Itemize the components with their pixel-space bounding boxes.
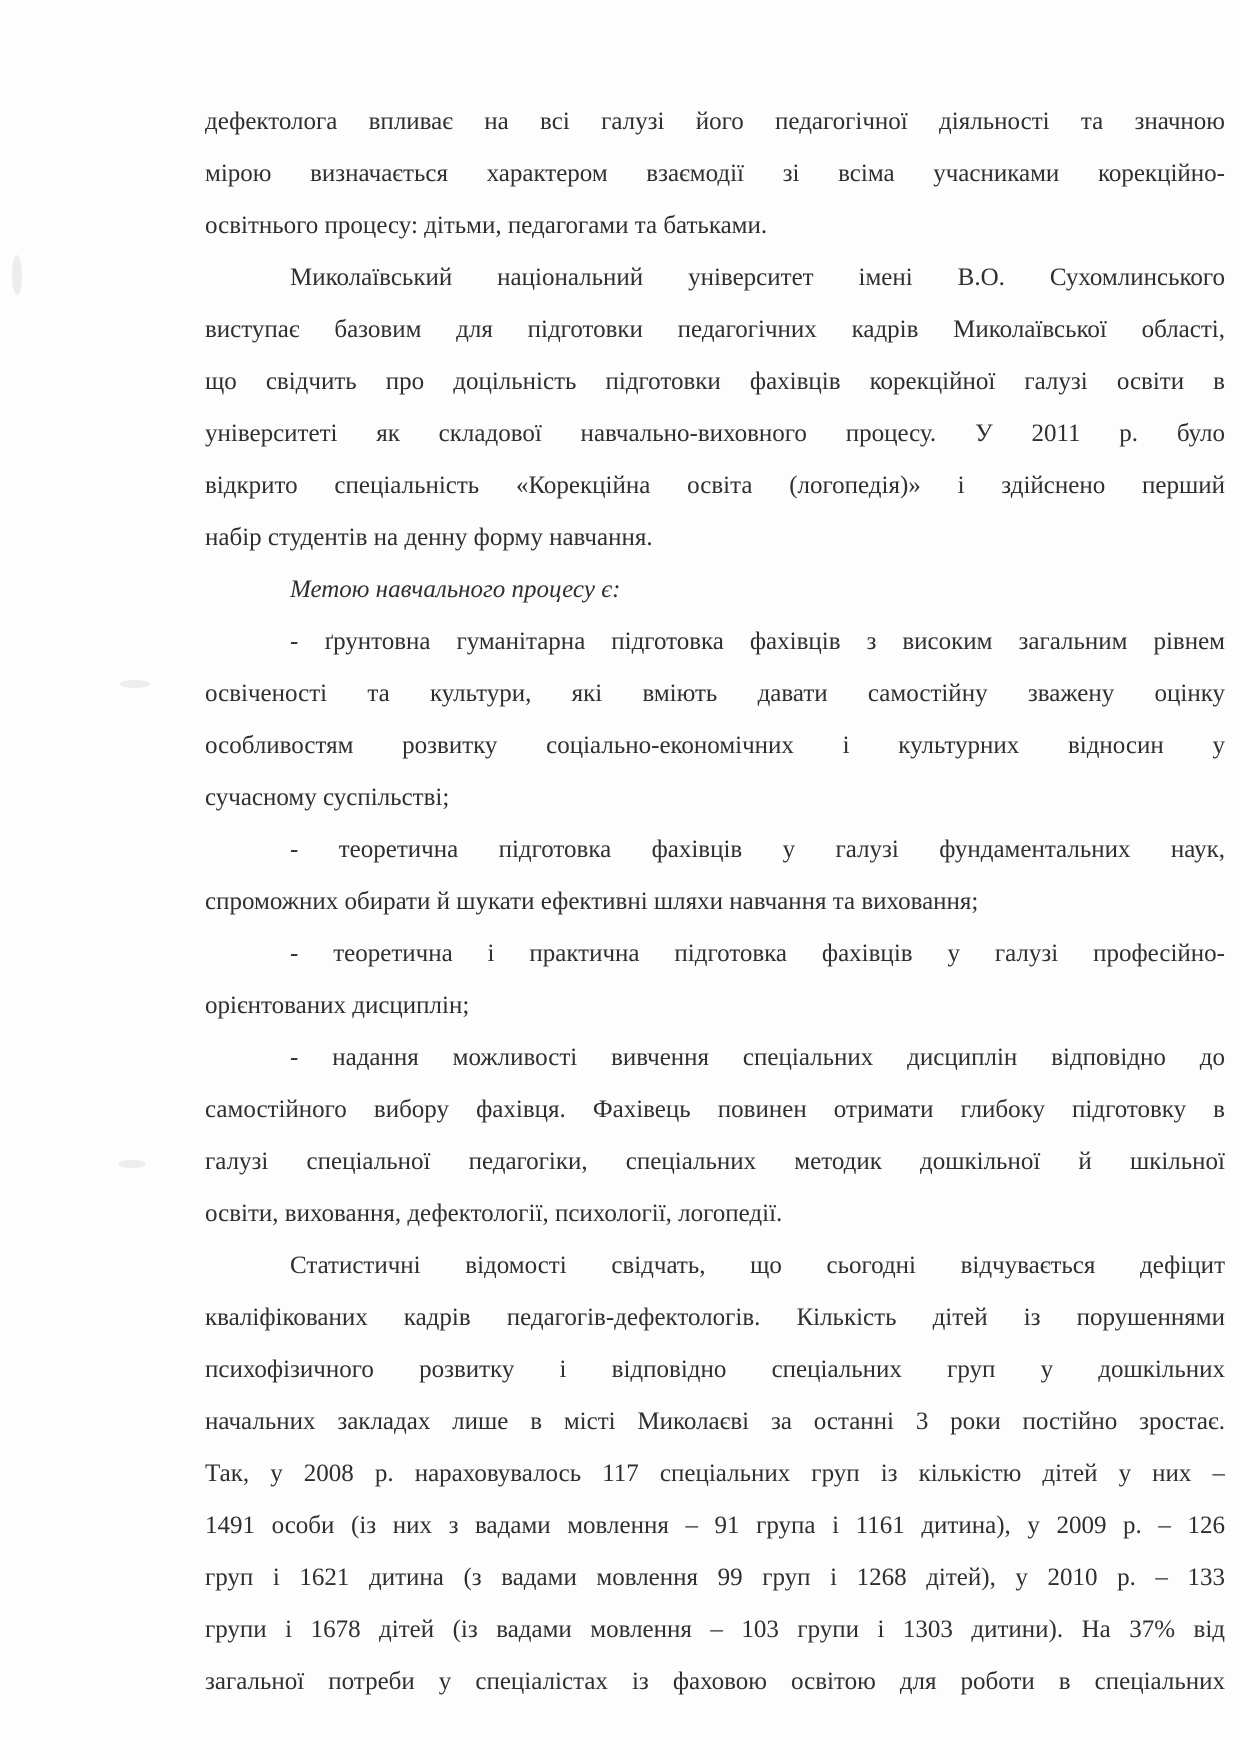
text-line: самостійного вибору фахівця. Фахівець повинен отримати глибоку підготовку в <box>205 1096 1225 1123</box>
text-line: спроможних обирати й шукати ефективні шляхи навчання та виховання; <box>205 888 979 915</box>
document-body <box>205 96 1225 1708</box>
section-heading: Метою навчального процесу є: <box>290 576 621 603</box>
text-line: груп і 1621 дитина (з вадами мовлення 99 груп і 1268 дітей), у 2010 р. – 133 <box>205 1564 1225 1591</box>
text-line: начальних закладах лише в місті Миколаєві за останні 3 роки постійно зростає. <box>205 1408 1225 1435</box>
text-line: Так, у 2008 р. нараховувалось 117 спеціальних груп із кількістю дітей у них – <box>205 1460 1225 1487</box>
text-line: - ґрунтовна гуманітарна підготовка фахівців з високим загальним рівнем <box>290 628 1225 655</box>
scan-speck <box>12 255 22 295</box>
text-line: - теоретична підготовка фахівців у галузі фундаментальних наук, <box>290 836 1225 863</box>
text-line: освітнього процесу: дітьми, педагогами та батьками. <box>205 212 768 239</box>
text-line: групи і 1678 дітей (із вадами мовлення – 103 групи і 1303 дитини). На 37% від <box>205 1616 1225 1643</box>
text-line: - надання можливості вивчення спеціальних дисциплін відповідно до <box>290 1044 1225 1071</box>
text-line: Миколаївський національний університет імені В.О. Сухомлинського <box>290 264 1225 291</box>
scan-speck <box>120 680 150 688</box>
text-line: освіти, виховання, дефектології, психології, логопедії. <box>205 1200 783 1227</box>
text-line: відкрито спеціальність «Корекційна освіта (логопедія)» і здійснено перший <box>205 472 1225 499</box>
text-line: орієнтованих дисциплін; <box>205 992 470 1019</box>
text-line: особливостям розвитку соціально-економічних і культурних відносин у <box>205 732 1225 759</box>
text-line: сучасному суспільстві; <box>205 784 450 811</box>
text-line: виступає базовим для підготовки педагогічних кадрів Миколаївської області, <box>205 316 1225 343</box>
text-line: кваліфікованих кадрів педагогів-дефектологів. Кількість дітей із порушеннями <box>205 1304 1225 1331</box>
text-line: мірою визначається характером взаємодії зі всіма учасниками корекційно- <box>205 160 1225 187</box>
scan-speck <box>118 1160 146 1168</box>
text-line: 1491 особи (із них з вадами мовлення – 91 група і 1161 дитина), у 2009 р. – 126 <box>205 1512 1225 1539</box>
text-line: Статистичні відомості свідчать, що сьогодні відчувається дефіцит <box>290 1252 1225 1279</box>
text-line: психофізичного розвитку і відповідно спеціальних груп у дошкільних <box>205 1356 1225 1383</box>
text-line: університеті як складової навчально-виховного процесу. У 2011 р. було <box>205 420 1225 447</box>
text-line: - теоретична і практична підготовка фахівців у галузі професійно- <box>290 940 1225 967</box>
text-line: набір студентів на денну форму навчання. <box>205 524 653 551</box>
text-line: дефектолога впливає на всі галузі його педагогічної діяльності та значною <box>205 108 1225 135</box>
text-line: освіченості та культури, які вміють давати самостійну зважену оцінку <box>205 680 1225 707</box>
text-line: загальної потреби у спеціалістах із фаховою освітою для роботи в спеціальних <box>205 1668 1225 1695</box>
text-line: галузі спеціальної педагогіки, спеціальних методик дошкільної й шкільної <box>205 1148 1225 1175</box>
text-line: що свідчить про доцільність підготовки фахівців корекційної галузі освіти в <box>205 368 1225 395</box>
